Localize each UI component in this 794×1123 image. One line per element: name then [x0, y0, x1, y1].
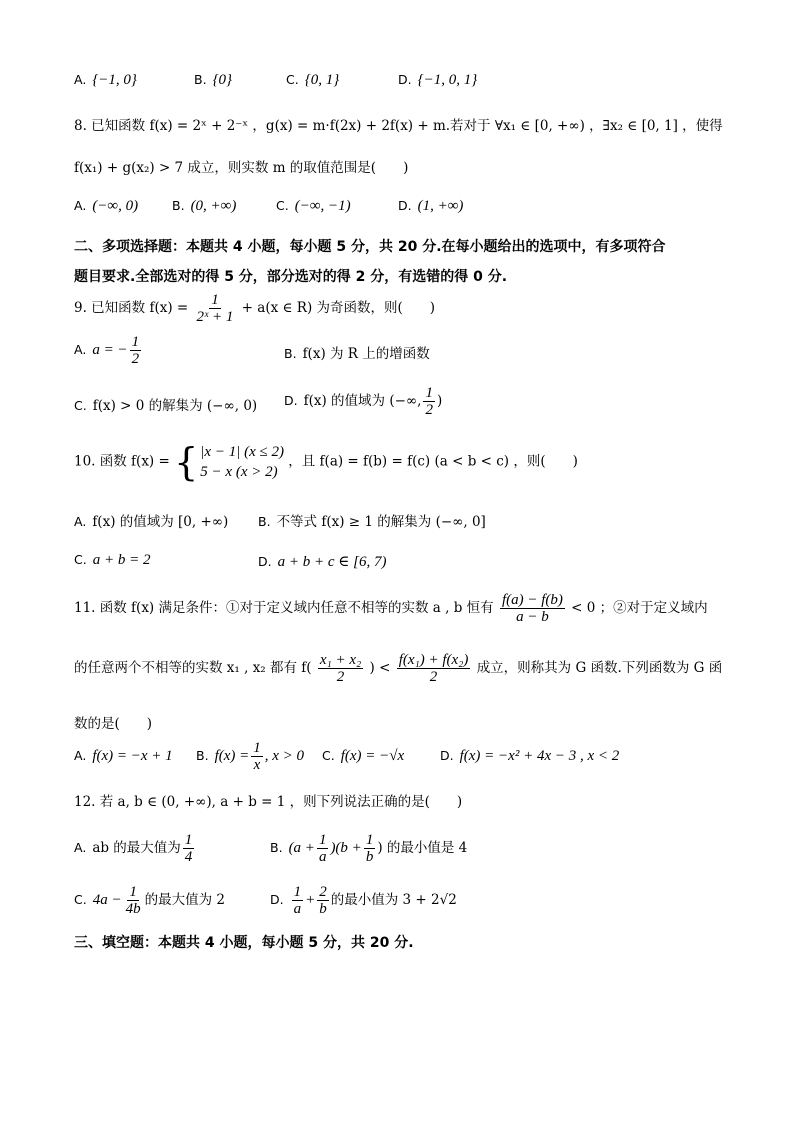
q9-option-b: B. f(x) 为 R 上的增函数: [284, 346, 430, 362]
q8-option-a: A. (−∞, 0): [74, 198, 139, 214]
q11-option-a: A. f(x) = −x + 1: [74, 748, 173, 764]
q9-stem: 9. 已知函数 f(x) = $\frac{1}{\text{2ˣ + 1}}$ + a(x ∈ R) 为奇函数，则( ): [74, 292, 436, 325]
q12-stem: 12. 若 a, b ∈ (0, +∞), a + b = 1 ，则下列说法正确的是( ): [74, 794, 463, 810]
section2-heading-line2: 题目要求.全部选对的得 5 分，部分选对的得 2 分，有选错的得 0 分.: [74, 269, 508, 285]
q11-option-d: D. f(x) = −x² + 4x − 3 , x < 2: [440, 748, 620, 764]
q11-stem-line3: 数的是( ): [74, 716, 153, 732]
q9-option-a: A. a = − $\frac{1}{2}$: [74, 334, 140, 367]
q11-stem-line1: 11. 函数 f(x) 满足条件：①对于定义域内任意不相等的实数 a , b 恒有 $\frac{f(a) - f(b)}{a - b}$ < 0 ；②对于定义域内: [74, 592, 708, 625]
q9-fraction: $\frac{1}{\text{2ˣ + 1}}$: [196, 292, 234, 325]
q7-option-c: C. {0, 1}: [286, 72, 340, 88]
q8-option-c: C. (−∞, −1): [276, 198, 351, 214]
q7-option-a: A. {−1, 0}: [74, 72, 137, 88]
q7-option-d: D. {−1, 0, 1}: [398, 72, 478, 88]
q8-option-b: B. (0, +∞): [172, 198, 237, 214]
q12-option-a: A. ab 的最大值为 $\frac{1}{4}$: [74, 832, 193, 865]
q8-stem-line2: f(x₁) + g(x₂) > 7 成立，则实数 m 的取值范围是( ): [74, 160, 409, 176]
q10-option-a: A. f(x) 的值域为 [0, +∞): [74, 514, 229, 530]
q10-stem: 10. 函数 f(x) = { |x − 1| (x ≤ 2) 5 − x (x > 2) ，且 f(a) = f(b) = f(c) (a < b < c) ，则( ): [74, 440, 578, 484]
q11-option-c: C. f(x) = −√x: [322, 748, 405, 764]
q8-option-d: D. (1, +∞): [398, 198, 464, 214]
q12-option-d: D. $\frac{1}{a}$ + $\frac{2}{b}$ 的最小值为 3 + 2√2: [270, 884, 457, 917]
q10-piecewise: { |x − 1| (x ≤ 2) 5 − x (x > 2): [174, 440, 284, 484]
q10-option-b: B. 不等式 f(x) ≥ 1 的解集为 (−∞, 0]: [258, 514, 486, 530]
q10-option-d: D. a + b + c ∈ [6, 7): [258, 554, 387, 570]
section2-heading-line1: 二、多项选择题：本题共 4 小题，每小题 5 分，共 20 分.在每小题给出的选项中，有多项符合: [74, 239, 666, 255]
q11-option-b: B. f(x) = $\frac{1}{x}$ , x > 0: [196, 740, 305, 773]
q10-option-c: C. a + b = 2: [74, 552, 151, 568]
q11-stem-line2: 的任意两个不相等的实数 x₁ , x₂ 都有 f( $\frac{\text{x₁ + x₂}}{2}$ ) < $\frac{\text{f(x₁) + f(x₂)}}{2}$ 成立，则称其为 G 函数.下列函数为 G 函: [74, 652, 723, 685]
q9-option-c: C. f(x) > 0 的解集为 (−∞, 0): [74, 398, 258, 414]
q8-stem-line1: 8. 已知函数 f(x) = 2ˣ + 2⁻ˣ ，g(x) = m·f(2x) + 2f(x) + m.若对于 ∀x₁ ∈ [0, +∞) ，∃x₂ ∈ [0, 1] ，使得: [74, 118, 723, 134]
q12-option-b: B. (a + $\frac{1}{a}$ )(b + $\frac{1}{b}$ ) 的最小值是 4: [270, 832, 468, 865]
q7-option-b: B. {0}: [194, 72, 233, 88]
section3-heading: 三、填空题：本题共 4 小题，每小题 5 分，共 20 分.: [74, 935, 414, 951]
q9-option-d: D. f(x) 的值域为 (−∞, $\frac{1}{2}$ ): [284, 385, 443, 418]
q12-option-c: C. 4a − $\frac{1}{4b}$ 的最大值为 2: [74, 884, 225, 917]
left-brace-icon: {: [174, 440, 199, 484]
